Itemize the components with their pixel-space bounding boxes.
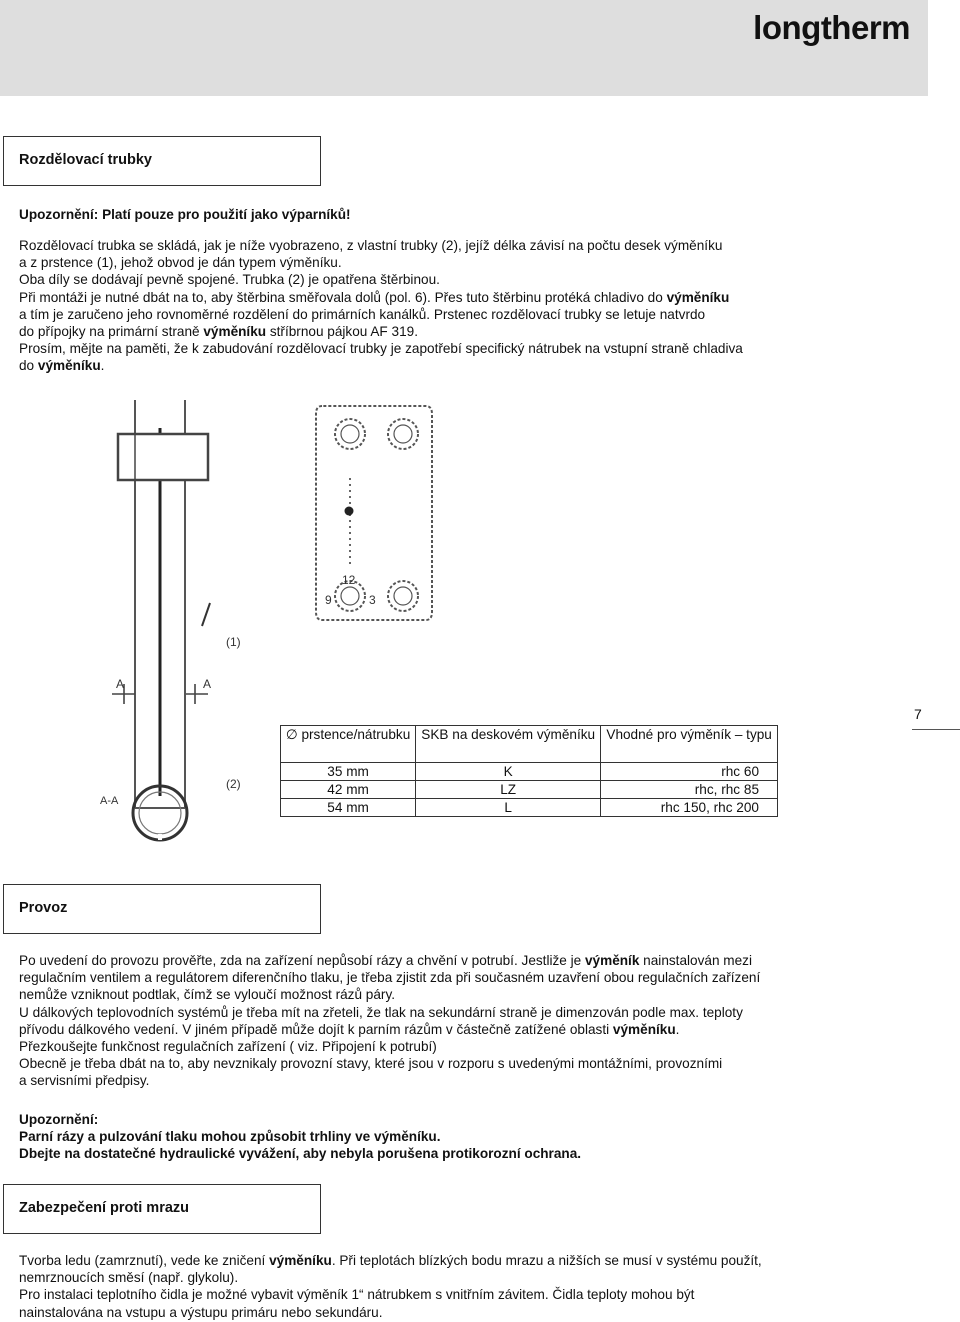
table-cell: LZ: [416, 781, 601, 799]
text-line: nemůže vzniknout podtlak, čímž se vyloučí možnost rázů páry.: [19, 987, 396, 1003]
text-line: [19, 1252, 839, 1269]
table-row: [281, 799, 778, 817]
bold-term: výměníku: [612, 1021, 676, 1037]
text-line: a tím je zaručeno jeho rovnoměrné rozdělení do primárních kanálků. Prstenec rozdělovací trubky se letuje natvrdo: [19, 306, 706, 322]
section-title-text: Rozdělovací trubky: [19, 152, 152, 169]
port-label-9: 9: [325, 593, 332, 607]
brand-title: longtherm: [753, 9, 910, 46]
text-line: nainstalována na vstupu a výstupu primáru nebo sekundáru.: [19, 1304, 383, 1320]
text-line: [19, 357, 839, 374]
bold-term: výměníku: [666, 289, 730, 305]
port-label-12: 12: [342, 573, 356, 587]
page-number-rule: [912, 729, 960, 730]
section-title-text: Provoz: [19, 900, 68, 917]
table-header: SKB na deskovém výměníku: [416, 726, 601, 763]
bold-term: výměníku: [37, 358, 101, 374]
text-span: . Při teplotách blízkých bodu mrazu a nižších se musí v systému použít,: [331, 1253, 762, 1268]
text-line: Obecně je třeba dbát na to, aby nevznikaly provozní stavy, které jsou v rozporu s uvedenými montážními, provozními: [19, 1056, 723, 1072]
section-title-distribution-tubes: [3, 136, 321, 186]
text-line: [19, 1021, 839, 1038]
label-a-left: A: [116, 677, 125, 691]
text-line: [19, 289, 839, 306]
text-span: do: [19, 358, 38, 374]
text-span: .: [100, 358, 105, 374]
text-line: nemrznoucích směsí (např. glykolu).: [19, 1270, 239, 1286]
bold-term: výměník: [584, 953, 640, 968]
section-title-frost-protection: [3, 1184, 321, 1234]
text-line: a servisními předpisy.: [19, 1073, 150, 1089]
text-line: regulačním ventilem a regulátorem diferenčního tlaku, je třeba zjistit zda při současném uzavření obou regulačních zařízení: [19, 970, 761, 986]
bold-term: výměníku: [269, 1253, 332, 1268]
warning-line: Dbejte na dostatečné hydraulické vyvážení, aby nebyla porušena protikorozní ochrana.: [19, 1146, 582, 1162]
page-number: 7: [914, 706, 922, 722]
text-span: nainstalován mezi: [639, 953, 752, 968]
warning-line: Parní rázy a pulzování tlaku mohou způsobit trhliny ve výměníku.: [19, 1129, 441, 1145]
text-span: Tvorba ledu (zamrznutí), vede ke zničení: [19, 1253, 270, 1268]
paragraph-frost: [19, 1252, 839, 1321]
ring-size-table: [280, 725, 778, 817]
table-cell: L: [416, 799, 601, 817]
text-span: Při montáži je nutné dbát na to, aby štěrbina směřovala dolů (pol. 6). Přes tuto štěrbinu protéká chladivo do: [19, 289, 667, 305]
text-line: Prosím, mějte na paměti, že k zabudování rozdělovací trubky je zapotřebí specifický nátrubek na vstupní straně chladiva: [19, 341, 743, 357]
port-label-3: 3: [369, 593, 376, 607]
section-title-operation: [3, 884, 321, 934]
text-line: Přezkoušejte funkčnost regulačních zařízení ( viz. Připojení k potrubí): [19, 1039, 437, 1055]
leader-line-1: [202, 603, 210, 626]
table-row: [281, 781, 778, 799]
table-header-row: [281, 726, 778, 763]
text-line: [19, 952, 839, 969]
table-header: Vhodné pro výměník – typu: [601, 726, 778, 763]
text-span: stříbrnou pájkou AF 319.: [266, 324, 418, 340]
header-bar: [0, 0, 928, 96]
table-cell: rhc 60: [601, 763, 778, 781]
text-line: Rozdělovací trubka se skládá, jak je níže vyobrazeno, z vlastní trubky (2), jejíž délka závisí na počtu desek výměníku: [19, 238, 723, 253]
label-section: A-A: [100, 795, 119, 807]
warning-title: Upozornění:: [19, 1112, 99, 1127]
text-span: .: [675, 1021, 680, 1037]
table-cell: K: [416, 763, 601, 781]
warning-block: [19, 1111, 819, 1163]
table-cell: 42 mm: [281, 781, 416, 799]
text-span: Po uvedení do provozu prověřte, zda na zařízení nepůsobí rázy a chvění v potrubí. Jestliže je: [19, 953, 585, 968]
text-line: Pro instalaci teplotního čidla je možné vybavit výměník 1“ nátrubkem s vnitřním závitem. Čidla teploty mohou být: [19, 1287, 695, 1303]
text-line: [19, 323, 839, 340]
slot-marker: [345, 507, 354, 516]
plate-exchanger: [316, 406, 432, 620]
paragraph-description: [19, 237, 839, 375]
text-line: Oba díly se dodávají pevně spojené. Trubka (2) je opatřena štěrbinou.: [19, 272, 440, 288]
text-span: přívodu dálkového vedení. V jiném případě může dojít k parním rázům v částečně zatížené oblasti: [19, 1021, 613, 1037]
table-cell: rhc 150, rhc 200: [601, 799, 778, 817]
paragraph-operation: [19, 952, 839, 1090]
table-cell: rhc, rhc 85: [601, 781, 778, 799]
text-span: do přípojky na primární straně: [19, 324, 204, 340]
warning-evaporator: Upozornění: Platí pouze pro použití jako výparníků!: [19, 207, 351, 222]
label-ring: (1): [226, 635, 241, 649]
label-a-right: A: [203, 677, 212, 691]
section-title-text: Zabezpečení proti mrazu: [19, 1200, 190, 1217]
table-cell: 35 mm: [281, 763, 416, 781]
table-row: [281, 763, 778, 781]
text-line: U dálkových teplovodních systémů je třeba mít na zřeteli, že tlak na sekundární straně je dimenzován podle max. teploty: [19, 1004, 743, 1020]
table-header: ∅ prstence/nátrubku: [281, 726, 416, 763]
table-cell: 54 mm: [281, 799, 416, 817]
label-tube: (2): [226, 777, 241, 791]
ring-collar: [118, 434, 208, 480]
text-line: a z prstence (1), jehož obvod je dán typem výměníku.: [19, 255, 342, 271]
section-inner: [139, 792, 181, 834]
bold-term: výměníku: [203, 324, 267, 340]
